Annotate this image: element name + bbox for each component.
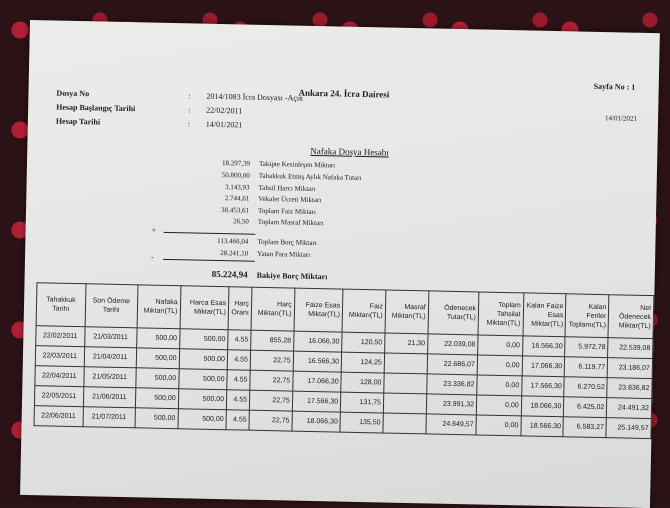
table-cell: 6.119,77 (565, 357, 608, 378)
table-cell: 22/04/2011 (35, 366, 84, 387)
table-cell: 22.039,08 (427, 334, 478, 355)
balance-amount: 85.224,94 (211, 268, 248, 280)
hesap-label: Hesap Tarihi (55, 116, 101, 127)
table-body (34, 326, 653, 439)
summary-amount: 3.143,93 (224, 183, 250, 192)
table-cell: 22/06/2011 (34, 406, 83, 427)
column-header: Kalan Feriler Toplamı(TL) (565, 294, 609, 338)
table-cell: 21/04/2011 (84, 347, 137, 368)
table-cell: 0,00 (476, 395, 521, 416)
table-cell: 22.686,07 (427, 354, 478, 375)
table-cell: 500,00 (178, 369, 227, 390)
table-cell: 500,00 (178, 409, 227, 430)
column-header: Masraf Miktarı(TL) (385, 290, 429, 334)
table-cell: 500,00 (136, 368, 179, 389)
sum-line (164, 232, 256, 235)
summary-label: Toplam Borç Miktarı (257, 237, 317, 248)
table-cell (384, 373, 427, 394)
table-cell: 4.55 (227, 370, 250, 390)
colon: : (187, 119, 191, 129)
table-cell: 23.991,32 (426, 394, 477, 415)
table-cell: 21/07/2011 (83, 407, 136, 428)
table-cell: 131,75 (340, 392, 383, 413)
table-cell: 128,00 (341, 372, 384, 393)
table-cell: 22/03/2011 (35, 346, 84, 367)
print-date: 14/01/2021 (604, 114, 638, 123)
table-cell: 23.186,07 (607, 358, 652, 379)
column-header: Faize Esas Miktar(TL) (294, 288, 343, 332)
summary-label: Toplam Faiz Miktarı (257, 206, 316, 217)
table-cell: 25.149,57 (606, 418, 651, 439)
table-cell: 6.425,02 (564, 397, 607, 418)
table-cell (384, 353, 427, 374)
table-cell: 16.566,30 (293, 351, 342, 372)
summary-label: Yatan Para Miktarı (257, 249, 311, 259)
table-cell: 17.066,30 (522, 356, 565, 377)
column-header: Tahakkuk Tarihi (36, 283, 85, 327)
summary-amount: 50.800,00 (221, 171, 250, 180)
table-cell: 855,28 (251, 330, 294, 351)
table-cell: 500,00 (135, 408, 178, 429)
table-cell: 23.836,82 (607, 378, 652, 399)
table-cell: 6.270,52 (564, 377, 607, 398)
colon: : (188, 91, 191, 101)
colon: : (188, 105, 191, 115)
court-name: Ankara 24. İcra Dairesi (298, 87, 390, 100)
column-header: Son Ödeme Tarihi (85, 284, 138, 328)
summary-amount: 38.453,61 (220, 206, 250, 215)
table-cell: 16.566,30 (522, 336, 565, 357)
minus-sign: - (150, 252, 154, 262)
table-cell: 21,30 (385, 333, 428, 354)
table-cell: 18.566,30 (521, 416, 564, 437)
column-header: Ödenecek Tutar(TL) (428, 291, 479, 335)
summary-label: Takipte Kesinleşen Miktarı (258, 159, 336, 170)
table-cell: 16.066,30 (293, 331, 342, 352)
table-cell: 0,00 (477, 355, 522, 376)
column-header: Faiz Miktarı(TL) (342, 289, 386, 333)
page-number: Sayfa No : 1 (593, 81, 636, 92)
table-cell (383, 393, 426, 414)
summary-label: Vekalet Ücreti Miktarı (258, 194, 322, 205)
summary-label: Tahsil Harcı Miktarı (258, 183, 316, 194)
table-cell: 22/05/2011 (34, 386, 83, 407)
summary-amount: 2.744,61 (224, 194, 250, 203)
table-cell: 24.649,57 (426, 414, 477, 435)
table-cell: 17.566,30 (521, 376, 564, 397)
hesap-value: 14/01/2021 (205, 119, 243, 130)
baslangic-value: 22/02/2011 (206, 105, 243, 116)
table-cell: 21/05/2011 (83, 367, 136, 388)
column-header: Harç Oranı (228, 287, 252, 330)
table-cell: 22.539,08 (608, 338, 653, 359)
balance-label: Bakiye Borç Miktarı (256, 270, 328, 282)
table-cell: 500,00 (136, 348, 179, 369)
table-cell: 22/02/2011 (36, 326, 85, 347)
table-cell: 500,00 (136, 328, 179, 349)
table-cell: 500,00 (135, 388, 178, 409)
table-cell: 135,50 (340, 412, 383, 433)
column-header: Harç Miktarı(TL) (251, 287, 295, 331)
table-cell: 22,75 (249, 410, 292, 431)
table-cell: 0,00 (476, 415, 521, 436)
plus-sign: + (151, 225, 157, 235)
dosya-label: Dosya No (56, 88, 90, 99)
summary-amount: 26,50 (232, 217, 249, 226)
table-cell: 124,25 (341, 352, 384, 373)
dosya-value: 2014/1083 İcra Dosyası -Açık (206, 91, 304, 103)
table-cell: 17.066,30 (293, 371, 342, 392)
summary-amount: 113.466,04 (217, 236, 249, 246)
table-cell: 21/06/2011 (83, 387, 136, 408)
baslangic-label: Hesap Başlangıç Tarihi (56, 102, 136, 114)
table-cell: 23.336,82 (426, 374, 477, 395)
table-cell: 4.55 (227, 350, 250, 370)
table-cell: 22,75 (250, 370, 293, 391)
table-cell: 22,75 (249, 390, 292, 411)
table-cell (383, 413, 426, 434)
column-header: Kalan Faize Esas Miktar(TL) (523, 293, 567, 337)
column-header: Nafaka Miktarı(TL) (137, 285, 181, 329)
table-cell: 18.066,30 (521, 396, 564, 417)
table-cell: 24.491,32 (607, 398, 652, 419)
table-cell: 6.583,27 (563, 417, 606, 438)
table-cell: 0,00 (477, 375, 522, 396)
summary-label: Toplam Masraf Miktarı (257, 217, 324, 228)
column-header: Harca Esas Miktar(TL) (180, 286, 229, 330)
section-title: Nafaka Dosya Hesabı (310, 145, 389, 158)
table-cell: 22,75 (250, 350, 293, 371)
sub-line (163, 259, 255, 262)
table-cell: 18.066,30 (292, 411, 341, 432)
summary-amount: 28.241,10 (220, 249, 249, 258)
table-cell: 500,00 (179, 329, 228, 350)
summary-label: Tahakkuk Etmiş Aylık Nafaka Tutarı (258, 171, 362, 182)
table-cell: 120,50 (342, 332, 385, 353)
table-cell: 21/03/2011 (84, 327, 137, 348)
document-sheet (20, 20, 660, 508)
accrual-table (33, 282, 654, 439)
table-cell: 500,00 (178, 389, 227, 410)
column-header: Toplam Tahsilat Miktarı(TL) (478, 292, 524, 336)
column-header: Net Ödenecek Miktar(TL) (608, 295, 654, 339)
summary-amount: 18.297,39 (221, 159, 251, 168)
table-cell: 4.55 (226, 410, 249, 430)
table-cell: 0,00 (478, 335, 523, 356)
table-cell: 5.972,78 (565, 337, 608, 358)
table-cell: 500,00 (179, 349, 228, 370)
table-cell: 17.566,30 (292, 391, 341, 412)
table-cell: 4.55 (228, 330, 251, 350)
table-cell: 4.55 (226, 390, 249, 410)
